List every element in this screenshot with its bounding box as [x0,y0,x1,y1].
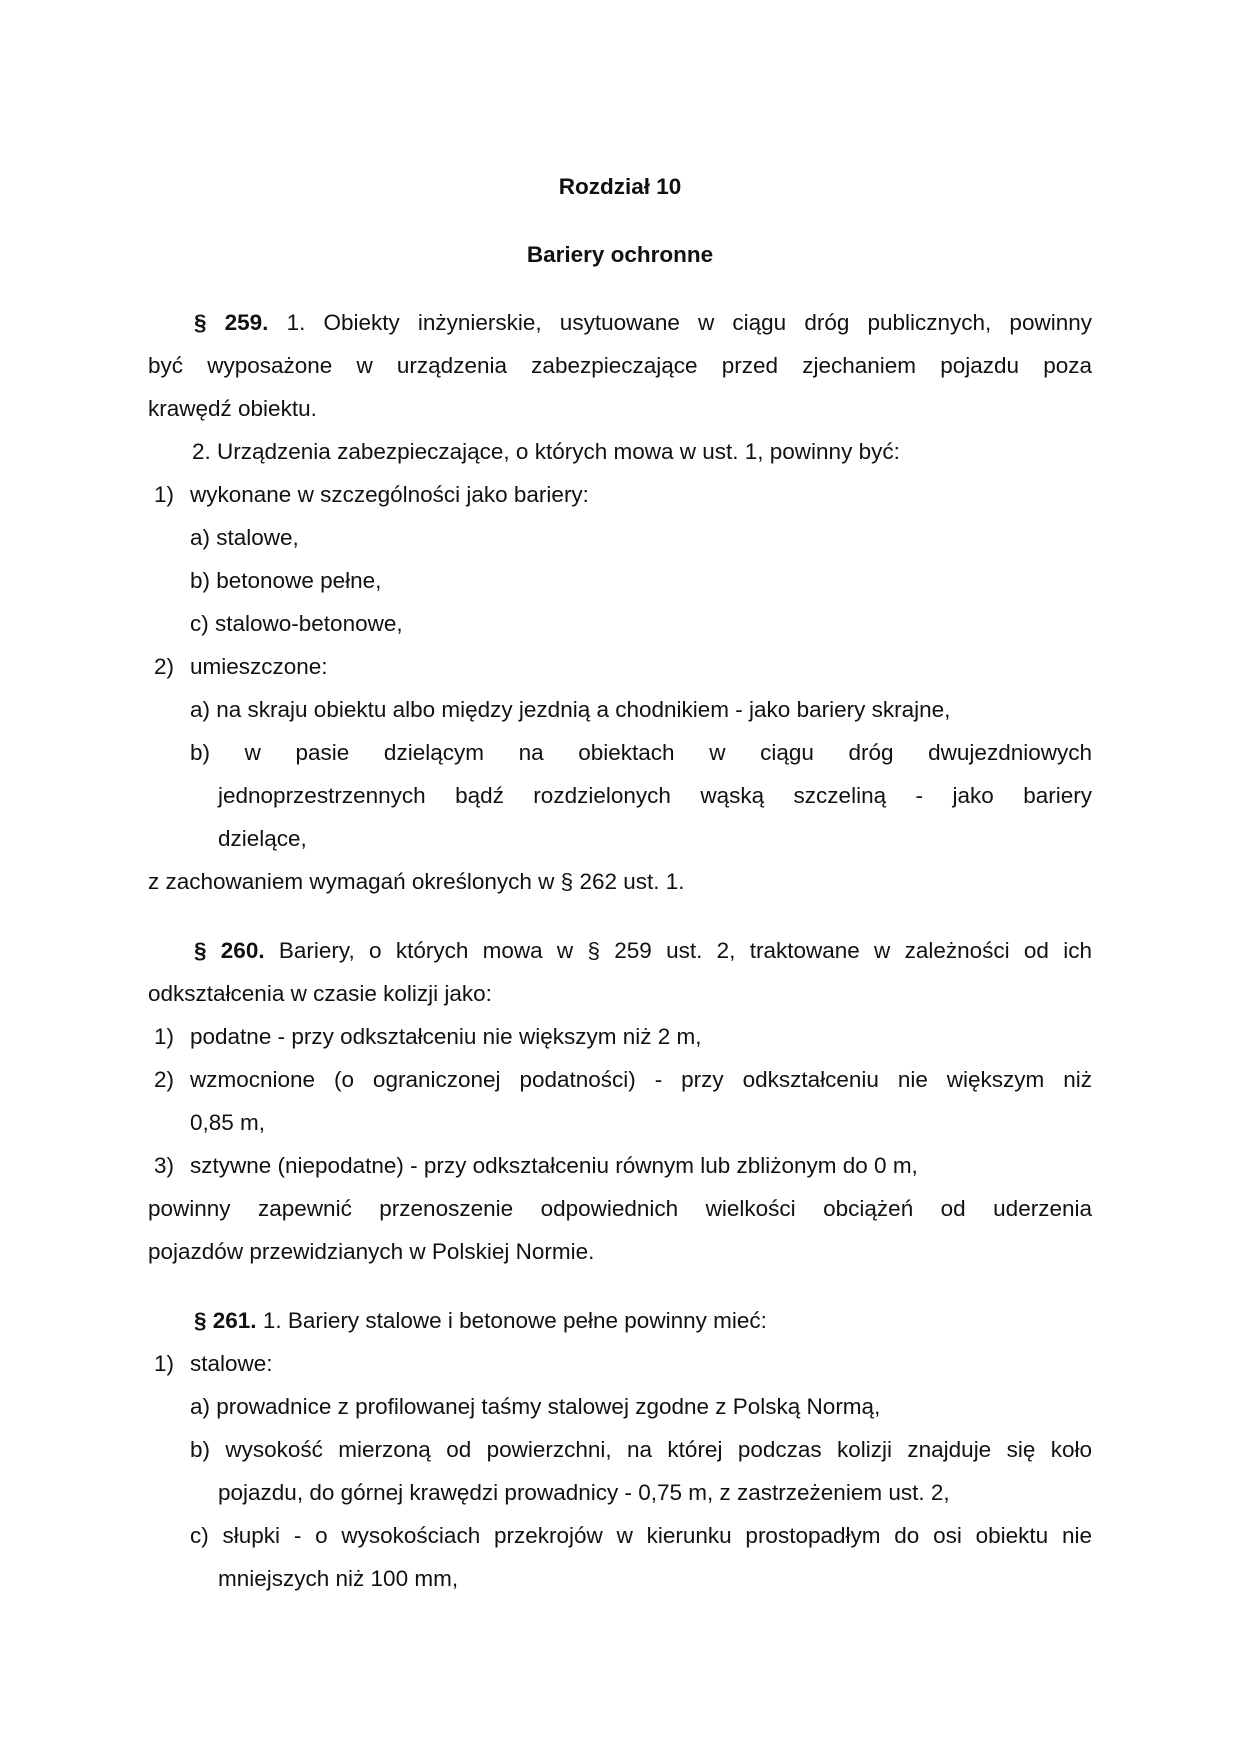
p261-item-1a: a) prowadnice z profilowanej taśmy stalowej zgodne z Polską Normą, [190,1394,881,1419]
p259-text-1: 1. Obiekty inżynierskie, usytuowane w ciągu dróg publicznych, powinny [286,310,1092,335]
p259-tail: z zachowaniem wymagań określonych w § 262 ust. 1. [148,869,685,894]
p260-line-2: odkształcenia w czasie kolizji jako: [148,981,492,1006]
p260-line-1 [194,936,1092,966]
p261-text-1: 1. Bariery stalowe i betonowe pełne powinny mieć: [262,1308,767,1333]
p259-item-2b-line-3: dzielące, [218,826,307,851]
p260-item-2-line-1: wzmocnione (o ograniczonej podatności) - przy odkształceniu nie większym niż [190,1067,1092,1092]
p261-item-1b-line-1: b) wysokość mierzoną od powierzchni, na której podczas kolizji znajduje się koło [190,1437,1092,1462]
p261-line-1 [194,1306,767,1336]
p260-tail-line-1: powinny zapewnić przenoszenie odpowiednich wielkości obciążeń od uderzenia [148,1196,1092,1221]
p259-item-2a: a) na skraju obiektu albo między jezdnią a chodnikiem - jako bariery skrajne, [190,697,951,722]
p260-item-1-number: 1) [154,1024,175,1049]
p261-item-1b-line-2: pojazdu, do górnej krawędzi prowadnicy - 0,75 m, z zastrzeżeniem ust. 2, [218,1480,950,1505]
p260-item-3-text: sztywne (niepodatne) - przy odkształceniu równym lub zbliżonym do 0 m, [190,1153,918,1178]
p259-item-1-text: wykonane w szczególności jako bariery: [190,482,589,507]
chapter-title: Bariery ochronne [526,242,714,267]
p259-item-2-text: umieszczone: [190,654,328,679]
p259-item-1b: b) betonowe pełne, [190,568,382,593]
p261-item-1-text: stalowe: [190,1351,273,1376]
p259-item-1a: a) stalowe, [190,525,299,550]
p259-line-2: być wyposażone w urządzenia zabezpieczające przed zjechaniem pojazdu poza [148,353,1092,378]
p259-item-1c: c) stalowo-betonowe, [190,611,403,636]
p259-line-1 [194,308,1092,338]
p259-item-2-number: 2) [154,654,175,679]
p259-line-3: krawędź obiektu. [148,396,317,421]
p260-item-2-number: 2) [154,1067,175,1092]
p259-item-2b-line-1: b) w pasie dzielącym na obiektach w ciągu dróg dwujezdniowych [190,740,1092,765]
p260-item-3-number: 3) [154,1153,175,1178]
p261-item-1-number: 1) [154,1351,175,1376]
p260-text-1: Bariery, o których mowa w § 259 ust. 2, traktowane w zależności od ich [278,938,1092,963]
p261-mark: § 261. [194,1308,257,1333]
p261-item-1c-line-2: mniejszych niż 100 mm, [218,1566,459,1591]
p260-mark: § 260. [194,938,265,963]
p261-item-1c-line-1: c) słupki - o wysokościach przekrojów w kierunku prostopadłym do osi obiektu nie [190,1523,1092,1548]
p259-item-2b-line-2: jednoprzestrzennych bądź rozdzielonych wąską szczeliną - jako bariery [218,783,1092,808]
p260-item-1-text: podatne - przy odkształceniu nie większym niż 2 m, [190,1024,702,1049]
p260-tail-line-2: pojazdów przewidzianych w Polskiej Normie. [148,1239,595,1264]
p259-line-4: 2. Urządzenia zabezpieczające, o których mowa w ust. 1, powinny być: [192,439,900,464]
p259-mark: § 259. [194,310,269,335]
p259-item-1-number: 1) [154,482,175,507]
chapter-number: Rozdział 10 [558,174,682,199]
p260-item-2-line-2: 0,85 m, [190,1110,266,1135]
